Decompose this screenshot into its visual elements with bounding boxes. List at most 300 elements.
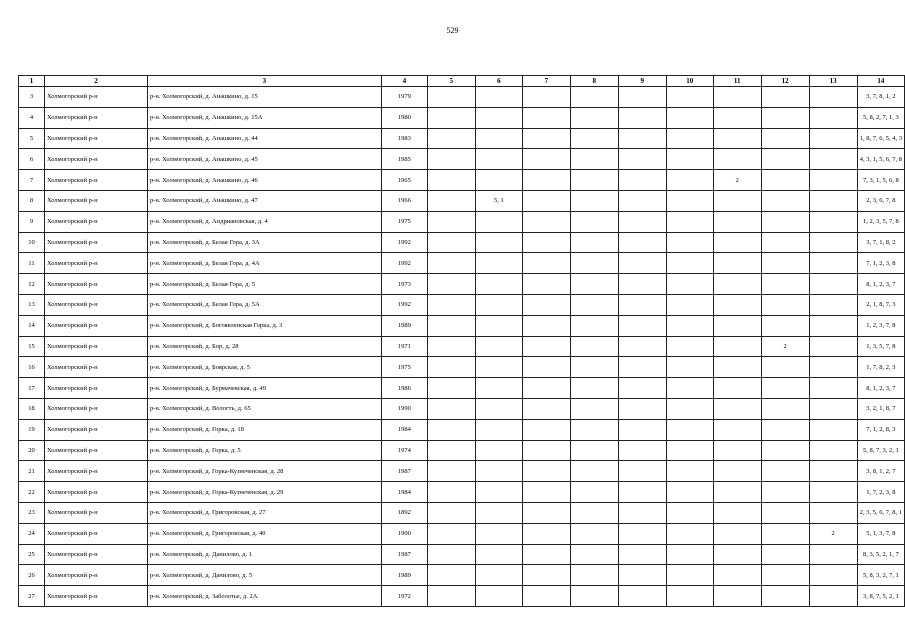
table-cell-col-12 [761, 211, 809, 232]
table-cell-col-11 [713, 149, 761, 170]
table-cell-col-9 [618, 357, 666, 378]
table-cell-col-2: Холмогорский р-н [44, 149, 147, 170]
table-cell-col-12 [761, 294, 809, 315]
table-cell-col-13 [809, 586, 857, 607]
table-cell-col-12 [761, 378, 809, 399]
table-cell-col-6 [475, 315, 522, 336]
table-cell-col-1: 25 [19, 544, 45, 565]
table-row [19, 502, 905, 523]
table-cell-col-9 [618, 419, 666, 440]
table-cell-col-4: 1992 [381, 253, 427, 274]
table-cell-col-13 [809, 232, 857, 253]
table-cell-col-3: р-н. Холмогорский, д. Григоровская, д. 40 [147, 523, 381, 544]
table-cell-col-14: 1, 3, 5, 7, 8 [857, 336, 904, 357]
table-row [19, 149, 905, 170]
table-cell-col-1: 11 [19, 253, 45, 274]
table-cell-col-5 [427, 565, 475, 586]
table-cell-col-13 [809, 87, 857, 108]
table-cell-col-8 [570, 565, 618, 586]
column-header-2: 2 [44, 76, 147, 87]
table-cell-col-9 [618, 461, 666, 482]
table-cell-col-13 [809, 378, 857, 399]
table-cell-col-3: р-н. Холмогорский, д. Горка-Кузнеченская, д. 28 [147, 461, 381, 482]
page-number: 529 [446, 26, 459, 35]
table-cell-col-4: 1974 [381, 440, 427, 461]
table-cell-col-6 [475, 170, 522, 191]
table-cell-col-1: 24 [19, 523, 45, 544]
table-cell-col-10 [666, 294, 713, 315]
table-cell-col-3: р-н. Холмогорский, д. Анашкино, д. 15А [147, 107, 381, 128]
table-cell-col-13 [809, 107, 857, 128]
column-header-11: 11 [713, 76, 761, 87]
column-header-9: 9 [618, 76, 666, 87]
table-cell-col-14: 4, 3, 1, 5, 6, 7, 8 [857, 149, 904, 170]
table-cell-col-9 [618, 128, 666, 149]
table-cell-col-12 [761, 440, 809, 461]
table-row [19, 253, 905, 274]
registry-table [18, 75, 905, 607]
table-cell-col-13 [809, 461, 857, 482]
table-cell-col-3: р-н. Холмогорский, д. Белая Гора, д. 4А [147, 253, 381, 274]
table-cell-col-5 [427, 211, 475, 232]
table-body [19, 87, 905, 607]
table-cell-col-3: р-н. Холмогорский, д. Богоявленская Горка, д. 3 [147, 315, 381, 336]
table-cell-col-12 [761, 315, 809, 336]
table-cell-col-14: 1, 8, 7, 6, 5, 4, 3 [857, 128, 904, 149]
table-cell-col-3: р-н. Холмогорский, д. Горка, д. 5 [147, 440, 381, 461]
table-cell-col-7 [522, 357, 570, 378]
table-cell-col-1: 9 [19, 211, 45, 232]
table-cell-col-14: 5, 8, 7, 3, 2, 1 [857, 440, 904, 461]
table-cell-col-7 [522, 294, 570, 315]
table-cell-col-10 [666, 586, 713, 607]
table-cell-col-4: 1979 [381, 87, 427, 108]
table-cell-col-11 [713, 586, 761, 607]
table-cell-col-6 [475, 128, 522, 149]
table-cell-col-2: Холмогорский р-н [44, 502, 147, 523]
table-cell-col-9 [618, 440, 666, 461]
table-cell-col-14: 7, 1, 2, 3, 8 [857, 253, 904, 274]
table-cell-col-2: Холмогорский р-н [44, 544, 147, 565]
table-cell-col-2: Холмогорский р-н [44, 398, 147, 419]
column-header-8: 8 [570, 76, 618, 87]
table-cell-col-12 [761, 170, 809, 191]
table-cell-col-10 [666, 482, 713, 503]
table-row [19, 128, 905, 149]
table-cell-col-4: 1992 [381, 294, 427, 315]
table-cell-col-4: 1987 [381, 544, 427, 565]
table-cell-col-9 [618, 502, 666, 523]
table-cell-col-9 [618, 586, 666, 607]
table-cell-col-8 [570, 315, 618, 336]
table-cell-col-1: 5 [19, 128, 45, 149]
table-cell-col-13 [809, 128, 857, 149]
table-row [19, 87, 905, 108]
table-cell-col-10 [666, 190, 713, 211]
table-cell-col-2: Холмогорский р-н [44, 253, 147, 274]
table-cell-col-3: р-н. Холмогорский, д. Анашкино, д. 45 [147, 149, 381, 170]
table-cell-col-7 [522, 253, 570, 274]
table-cell-col-6 [475, 565, 522, 586]
table-cell-col-7 [522, 544, 570, 565]
column-header-4: 4 [381, 76, 427, 87]
column-header-7: 7 [522, 76, 570, 87]
table-cell-col-4: 1965 [381, 170, 427, 191]
table-cell-col-10 [666, 440, 713, 461]
table-cell-col-7 [522, 128, 570, 149]
table-cell-col-13 [809, 419, 857, 440]
table-row [19, 461, 905, 482]
table-cell-col-1: 22 [19, 482, 45, 503]
table-cell-col-2: Холмогорский р-н [44, 357, 147, 378]
table-cell-col-4: 1966 [381, 190, 427, 211]
table-cell-col-3: р-н. Холмогорский, д. Вологть, д. 65 [147, 398, 381, 419]
table-cell-col-2: Холмогорский р-н [44, 190, 147, 211]
table-cell-col-7 [522, 378, 570, 399]
table-cell-col-8 [570, 87, 618, 108]
table-cell-col-1: 18 [19, 398, 45, 419]
table-cell-col-5 [427, 378, 475, 399]
table-cell-col-14: 3, 7, 1, 8, 2 [857, 232, 904, 253]
table-cell-col-14: 3, 7, 8, 1, 2 [857, 87, 904, 108]
table-cell-col-3: р-н. Холмогорский, д. Горка-Кузнеченская, д. 29 [147, 482, 381, 503]
table-cell-col-11 [713, 232, 761, 253]
table-cell-col-5 [427, 544, 475, 565]
table-cell-col-5 [427, 87, 475, 108]
table-cell-col-8 [570, 523, 618, 544]
table-cell-col-4: 1973 [381, 274, 427, 295]
table-cell-col-7 [522, 440, 570, 461]
table-cell-col-5 [427, 170, 475, 191]
table-cell-col-12 [761, 87, 809, 108]
table-cell-col-2: Холмогорский р-н [44, 336, 147, 357]
table-cell-col-14: 3, 8, 1, 2, 7 [857, 461, 904, 482]
table-cell-col-6 [475, 461, 522, 482]
table-row [19, 544, 905, 565]
table-cell-col-11 [713, 440, 761, 461]
table-cell-col-11 [713, 336, 761, 357]
table-cell-col-2: Холмогорский р-н [44, 232, 147, 253]
table-cell-col-7 [522, 274, 570, 295]
table-cell-col-13 [809, 502, 857, 523]
column-header-13: 13 [809, 76, 857, 87]
table-cell-col-10 [666, 565, 713, 586]
table-cell-col-3: р-н. Холмогорский, д. Белая Гора, д. 5А [147, 294, 381, 315]
table-cell-col-8 [570, 419, 618, 440]
column-header-12: 12 [761, 76, 809, 87]
table-cell-col-5 [427, 440, 475, 461]
table-cell-col-12 [761, 107, 809, 128]
table-cell-col-2: Холмогорский р-н [44, 378, 147, 399]
table-cell-col-1: 27 [19, 586, 45, 607]
table-cell-col-13 [809, 274, 857, 295]
table-row [19, 211, 905, 232]
table-cell-col-9 [618, 253, 666, 274]
table-cell-col-1: 3 [19, 87, 45, 108]
table-cell-col-1: 8 [19, 190, 45, 211]
table-cell-col-12 [761, 149, 809, 170]
table-cell-col-3: р-н. Холмогорский, д. Анашкино, д. 44 [147, 128, 381, 149]
table-cell-col-11 [713, 274, 761, 295]
table-cell-col-8 [570, 211, 618, 232]
table-cell-col-14: 8, 1, 2, 3, 7 [857, 378, 904, 399]
column-header-1: 1 [19, 76, 45, 87]
table-cell-col-9 [618, 378, 666, 399]
table-row [19, 315, 905, 336]
table-cell-col-4: 1971 [381, 336, 427, 357]
table-cell-col-9 [618, 87, 666, 108]
table-cell-col-12 [761, 232, 809, 253]
table-cell-col-1: 20 [19, 440, 45, 461]
table-cell-col-13 [809, 357, 857, 378]
table-cell-col-9 [618, 232, 666, 253]
table-cell-col-3: р-н. Холмогорский, д. Анашкино, д. 46 [147, 170, 381, 191]
table-cell-col-11 [713, 315, 761, 336]
table-cell-col-11 [713, 419, 761, 440]
table-cell-col-6 [475, 398, 522, 419]
table-row [19, 274, 905, 295]
table-cell-col-4: 1900 [381, 523, 427, 544]
table-cell-col-11 [713, 211, 761, 232]
table-cell-col-2: Холмогорский р-н [44, 315, 147, 336]
table-cell-col-7 [522, 211, 570, 232]
table-cell-col-5 [427, 253, 475, 274]
table-cell-col-10 [666, 128, 713, 149]
table-cell-col-14: 1, 7, 2, 3, 8 [857, 482, 904, 503]
table-cell-col-6 [475, 502, 522, 523]
table-cell-col-8 [570, 274, 618, 295]
table-row [19, 586, 905, 607]
table-cell-col-14: 8, 1, 2, 3, 7 [857, 274, 904, 295]
table-cell-col-12 [761, 523, 809, 544]
table-cell-col-7 [522, 107, 570, 128]
table-cell-col-11 [713, 461, 761, 482]
table-cell-col-6 [475, 107, 522, 128]
table-cell-col-7 [522, 461, 570, 482]
table-cell-col-12 [761, 190, 809, 211]
table-cell-col-14: 5, 8, 2, 7, 1, 3 [857, 107, 904, 128]
table-cell-col-8 [570, 336, 618, 357]
table-cell-col-11 [713, 565, 761, 586]
table-cell-col-10 [666, 419, 713, 440]
table-row [19, 107, 905, 128]
table-cell-col-7 [522, 149, 570, 170]
table-cell-col-6 [475, 336, 522, 357]
table-cell-col-9 [618, 482, 666, 503]
table-cell-col-1: 13 [19, 294, 45, 315]
table-cell-col-1: 6 [19, 149, 45, 170]
table-cell-col-1: 16 [19, 357, 45, 378]
table-cell-col-6 [475, 378, 522, 399]
table-cell-col-12 [761, 357, 809, 378]
table-cell-col-12 [761, 544, 809, 565]
table-cell-col-8 [570, 149, 618, 170]
table-cell-col-10 [666, 461, 713, 482]
table-cell-col-3: р-н. Холмогорский, д. Белая Гора, д. 5 [147, 274, 381, 295]
table-cell-col-9 [618, 565, 666, 586]
table-cell-col-11 [713, 482, 761, 503]
table-cell-col-7 [522, 315, 570, 336]
table-cell-col-1: 15 [19, 336, 45, 357]
table-cell-col-10 [666, 336, 713, 357]
table-cell-col-7 [522, 87, 570, 108]
table-cell-col-10 [666, 232, 713, 253]
table-cell-col-10 [666, 274, 713, 295]
table-cell-col-14: 7, 1, 2, 8, 3 [857, 419, 904, 440]
table-cell-col-9 [618, 544, 666, 565]
table-cell-col-7 [522, 419, 570, 440]
table-cell-col-14: 2, 1, 8, 7, 3 [857, 294, 904, 315]
table-cell-col-3: р-н. Холмогорский, д. Данилово, д. 5 [147, 565, 381, 586]
table-cell-col-10 [666, 211, 713, 232]
table-cell-col-8 [570, 502, 618, 523]
table-row [19, 523, 905, 544]
table-row [19, 170, 905, 191]
table-cell-col-8 [570, 461, 618, 482]
table-cell-col-6 [475, 294, 522, 315]
table-cell-col-2: Холмогорский р-н [44, 461, 147, 482]
table-cell-col-13 [809, 544, 857, 565]
table-cell-col-14: 1, 2, 3, 5, 7, 8 [857, 211, 904, 232]
table-cell-col-5 [427, 398, 475, 419]
table-cell-col-13: 2 [809, 523, 857, 544]
table-cell-col-10 [666, 523, 713, 544]
table-cell-col-10 [666, 107, 713, 128]
table-cell-col-8 [570, 170, 618, 191]
table-cell-col-7 [522, 523, 570, 544]
table-cell-col-10 [666, 398, 713, 419]
table-cell-col-9 [618, 211, 666, 232]
table-cell-col-3: р-н. Холмогорский, д. Анашкино, д. 15 [147, 87, 381, 108]
table-cell-col-2: Холмогорский р-н [44, 294, 147, 315]
table-cell-col-12 [761, 482, 809, 503]
table-cell-col-3: р-н. Холмогорский, д. Горка, д. 18 [147, 419, 381, 440]
table-cell-col-10 [666, 357, 713, 378]
table-cell-col-1: 23 [19, 502, 45, 523]
table-cell-col-6 [475, 149, 522, 170]
table-cell-col-6 [475, 232, 522, 253]
table-cell-col-7 [522, 170, 570, 191]
table-cell-col-14: 8, 3, 5, 2, 1, 7 [857, 544, 904, 565]
table-cell-col-8 [570, 398, 618, 419]
table-cell-col-10 [666, 170, 713, 191]
table-cell-col-10 [666, 87, 713, 108]
column-header-3: 3 [147, 76, 381, 87]
table-row [19, 419, 905, 440]
table-cell-col-14: 2, 3, 5, 6, 7, 8, 1 [857, 502, 904, 523]
table-cell-col-4: 1986 [381, 378, 427, 399]
table-cell-col-2: Холмогорский р-н [44, 523, 147, 544]
table-cell-col-10 [666, 378, 713, 399]
table-cell-col-12 [761, 274, 809, 295]
table-cell-col-14: 5, 8, 3, 2, 7, 1 [857, 565, 904, 586]
table-cell-col-9 [618, 190, 666, 211]
table-cell-col-8 [570, 440, 618, 461]
table-cell-col-13 [809, 190, 857, 211]
table-cell-col-9 [618, 294, 666, 315]
table-cell-col-9 [618, 315, 666, 336]
table-cell-col-13 [809, 253, 857, 274]
table-cell-col-1: 26 [19, 565, 45, 586]
table-cell-col-3: р-н. Холмогорский, д. Андриановская, д. 4 [147, 211, 381, 232]
table-cell-col-12 [761, 502, 809, 523]
table-cell-col-10 [666, 253, 713, 274]
table-cell-col-5 [427, 523, 475, 544]
table-cell-col-11 [713, 128, 761, 149]
column-header-14: 14 [857, 76, 904, 87]
table-row [19, 482, 905, 503]
table-cell-col-4: 1984 [381, 482, 427, 503]
table-cell-col-2: Холмогорский р-н [44, 211, 147, 232]
table-cell-col-13 [809, 565, 857, 586]
table-cell-col-8 [570, 357, 618, 378]
table-cell-col-11 [713, 87, 761, 108]
table-cell-col-10 [666, 544, 713, 565]
table-cell-col-6 [475, 274, 522, 295]
table-cell-col-9 [618, 170, 666, 191]
table-cell-col-13 [809, 398, 857, 419]
table-cell-col-8 [570, 544, 618, 565]
table-cell-col-13 [809, 294, 857, 315]
table-row [19, 565, 905, 586]
table-cell-col-13 [809, 211, 857, 232]
table-cell-col-2: Холмогорский р-н [44, 482, 147, 503]
table-cell-col-7 [522, 232, 570, 253]
table-cell-col-8 [570, 586, 618, 607]
table-cell-col-8 [570, 378, 618, 399]
table-cell-col-2: Холмогорский р-н [44, 274, 147, 295]
table-row [19, 357, 905, 378]
table-cell-col-5 [427, 149, 475, 170]
table-cell-col-11 [713, 398, 761, 419]
table-cell-col-4: 1989 [381, 565, 427, 586]
table-cell-col-11 [713, 523, 761, 544]
table-cell-col-14: 1, 2, 3, 7, 8 [857, 315, 904, 336]
table-cell-col-2: Холмогорский р-н [44, 170, 147, 191]
table-cell-col-6 [475, 440, 522, 461]
table-cell-col-3: р-н. Холмогорский, д. Анашкино, д. 47 [147, 190, 381, 211]
column-header-10: 10 [666, 76, 713, 87]
table-cell-col-2: Холмогорский р-н [44, 128, 147, 149]
table-cell-col-7 [522, 398, 570, 419]
table-cell-col-11: 2 [713, 170, 761, 191]
table-cell-col-12: 2 [761, 336, 809, 357]
table-row [19, 232, 905, 253]
table-cell-col-8 [570, 232, 618, 253]
table-cell-col-11 [713, 502, 761, 523]
table-cell-col-1: 19 [19, 419, 45, 440]
table-cell-col-7 [522, 586, 570, 607]
table-row [19, 440, 905, 461]
table-header-row [19, 76, 905, 87]
table-row [19, 336, 905, 357]
table-cell-col-5 [427, 336, 475, 357]
table-cell-col-1: 4 [19, 107, 45, 128]
table-cell-col-12 [761, 398, 809, 419]
table-cell-col-14: 5, 1, 3, 7, 8 [857, 523, 904, 544]
table-cell-col-10 [666, 149, 713, 170]
column-header-5: 5 [427, 76, 475, 87]
table-cell-col-4: 1989 [381, 315, 427, 336]
table-cell-col-11 [713, 378, 761, 399]
table-cell-col-7 [522, 336, 570, 357]
table-cell-col-6 [475, 523, 522, 544]
table-cell-col-6 [475, 586, 522, 607]
table-cell-col-13 [809, 482, 857, 503]
table-cell-col-5 [427, 232, 475, 253]
table-cell-col-2: Холмогорский р-н [44, 87, 147, 108]
table-cell-col-4: 1972 [381, 586, 427, 607]
